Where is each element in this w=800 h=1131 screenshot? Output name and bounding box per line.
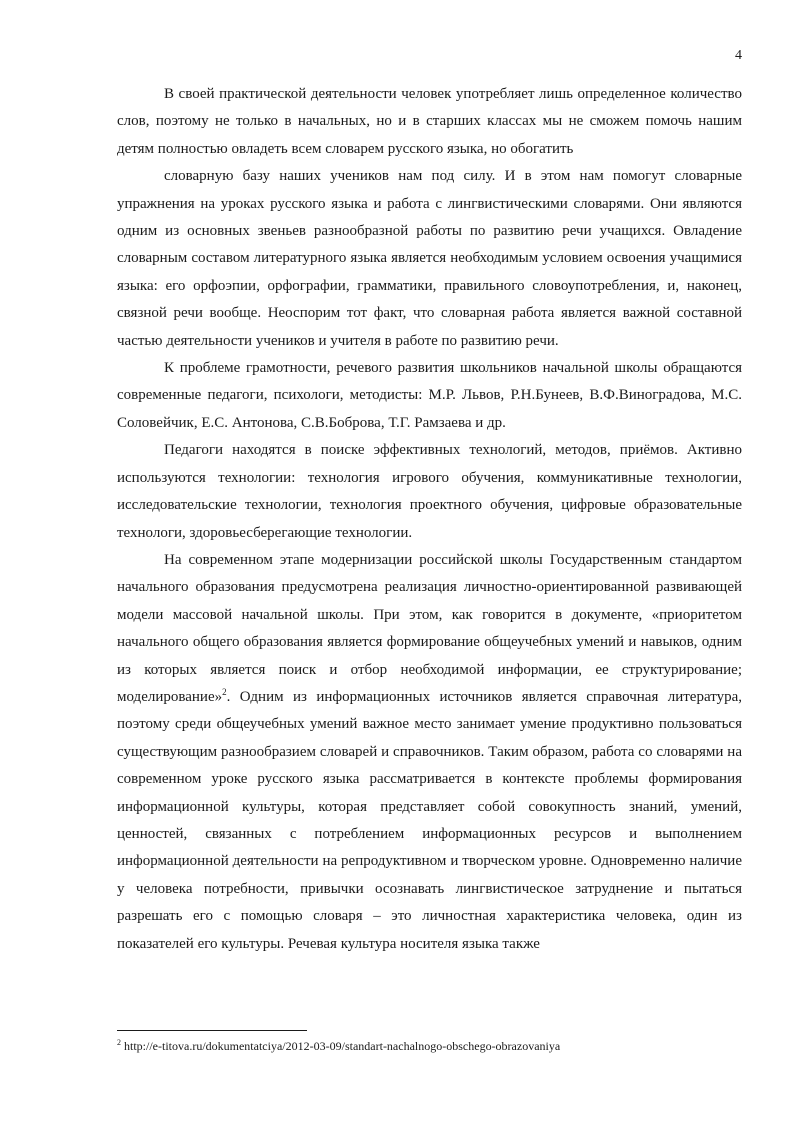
- paragraph-modernization: [117, 547, 742, 958]
- footnote-number: 2: [117, 1038, 121, 1047]
- body-text: [117, 81, 742, 958]
- footnote-link[interactable]: http://e-titova.ru/dokumentatciya/2012-03-09/standart-nachalnogo-obschego-obrazovaniya: [124, 1039, 561, 1053]
- paragraph-modernization-part-2: . Одним из информационных источников является справочная литература, поэтому среди общеучебных умений важное место занимает умение продуктивно пользоваться существующим разнообразием словарей и справочников. Таким образом, работа со словарями на современном уроке русского языка рассматривается в контексте проблемы формирования информационной культуры, которая представляет собой совокупность знаний, умений, ценностей, связанных с потреблением информационных ресурсов и выполнением информационной деятельности на репродуктивном и творческом уровне. Одновременно наличие у человека потребности, привычки осознавать лингвистическое затруднение и пытаться разрешать его с помощью словаря – это личностная характеристика человека, один из показателей его культуры. Речевая культура носителя языка также: [117, 688, 742, 952]
- footnote-separator: [117, 1030, 307, 1031]
- paragraph-literacy-researchers: К проблеме грамотности, речевого развития школьников начальной школы обращаются современные педагоги, психологи, методисты: М.Р. Львов, Р.Н.Бунеев, В.Ф.Виноградова, М.С. Соловейчик, Е.С. Антонова, С.В.Боброва, Т.Г. Рамзаева и др.: [117, 360, 742, 431]
- footnote-reference[interactable]: 2: [222, 686, 227, 697]
- footnote: [117, 1037, 742, 1055]
- paragraph-dictionary-work: словарную базу наших учеников нам под силу. И в этом нам помогут словарные упражнения на уроках русского языка и работа с лингвистическими словарями. Они являются одним из основных звеньев разнообразной работы по развитию речи учащихся. Овладение словарным составом литературного языка является необходимым условием освоения учащимися языка: его орфоэпии, орфографии, грамматики, правильного словоупотребления, и, наконец, связной речи вообще. Неоспорим тот факт, что словарная работа является важной составной частью деятельности учеников и учителя в работе по развитию речи.: [117, 168, 742, 349]
- paragraph-technologies: Педагоги находятся в поиске эффективных технологий, методов, приёмов. Активно используются технологии: технология игрового обучения, коммуникативные технологии, исследовательские технологии, технология проектного обучения, цифровые образовательные технологи, здоровьесберегающие технологии.: [117, 442, 742, 541]
- page-number: 4: [735, 48, 742, 63]
- paragraph-modernization-part-1: На современном этапе модернизации российской школы Государственным стандартом начального образования предусмотрена реализация личностно-ориентированной развивающей модели массовой начальной школы. При этом, как говорится в документе, «приоритетом начального общего образования является формирование общеучебных умений и навыков, одним из которых является поиск и отбор необходимой информации, ее структурирование; моделирование»: [117, 551, 742, 705]
- paragraph-vocabulary-limits: В своей практической деятельности человек употребляет лишь определенное количество слов, поэтому не только в начальных, но и в старших классах мы не сможем помочь нашим детям полностью овладеть всем словарем русского языка, но обогатить: [117, 86, 742, 157]
